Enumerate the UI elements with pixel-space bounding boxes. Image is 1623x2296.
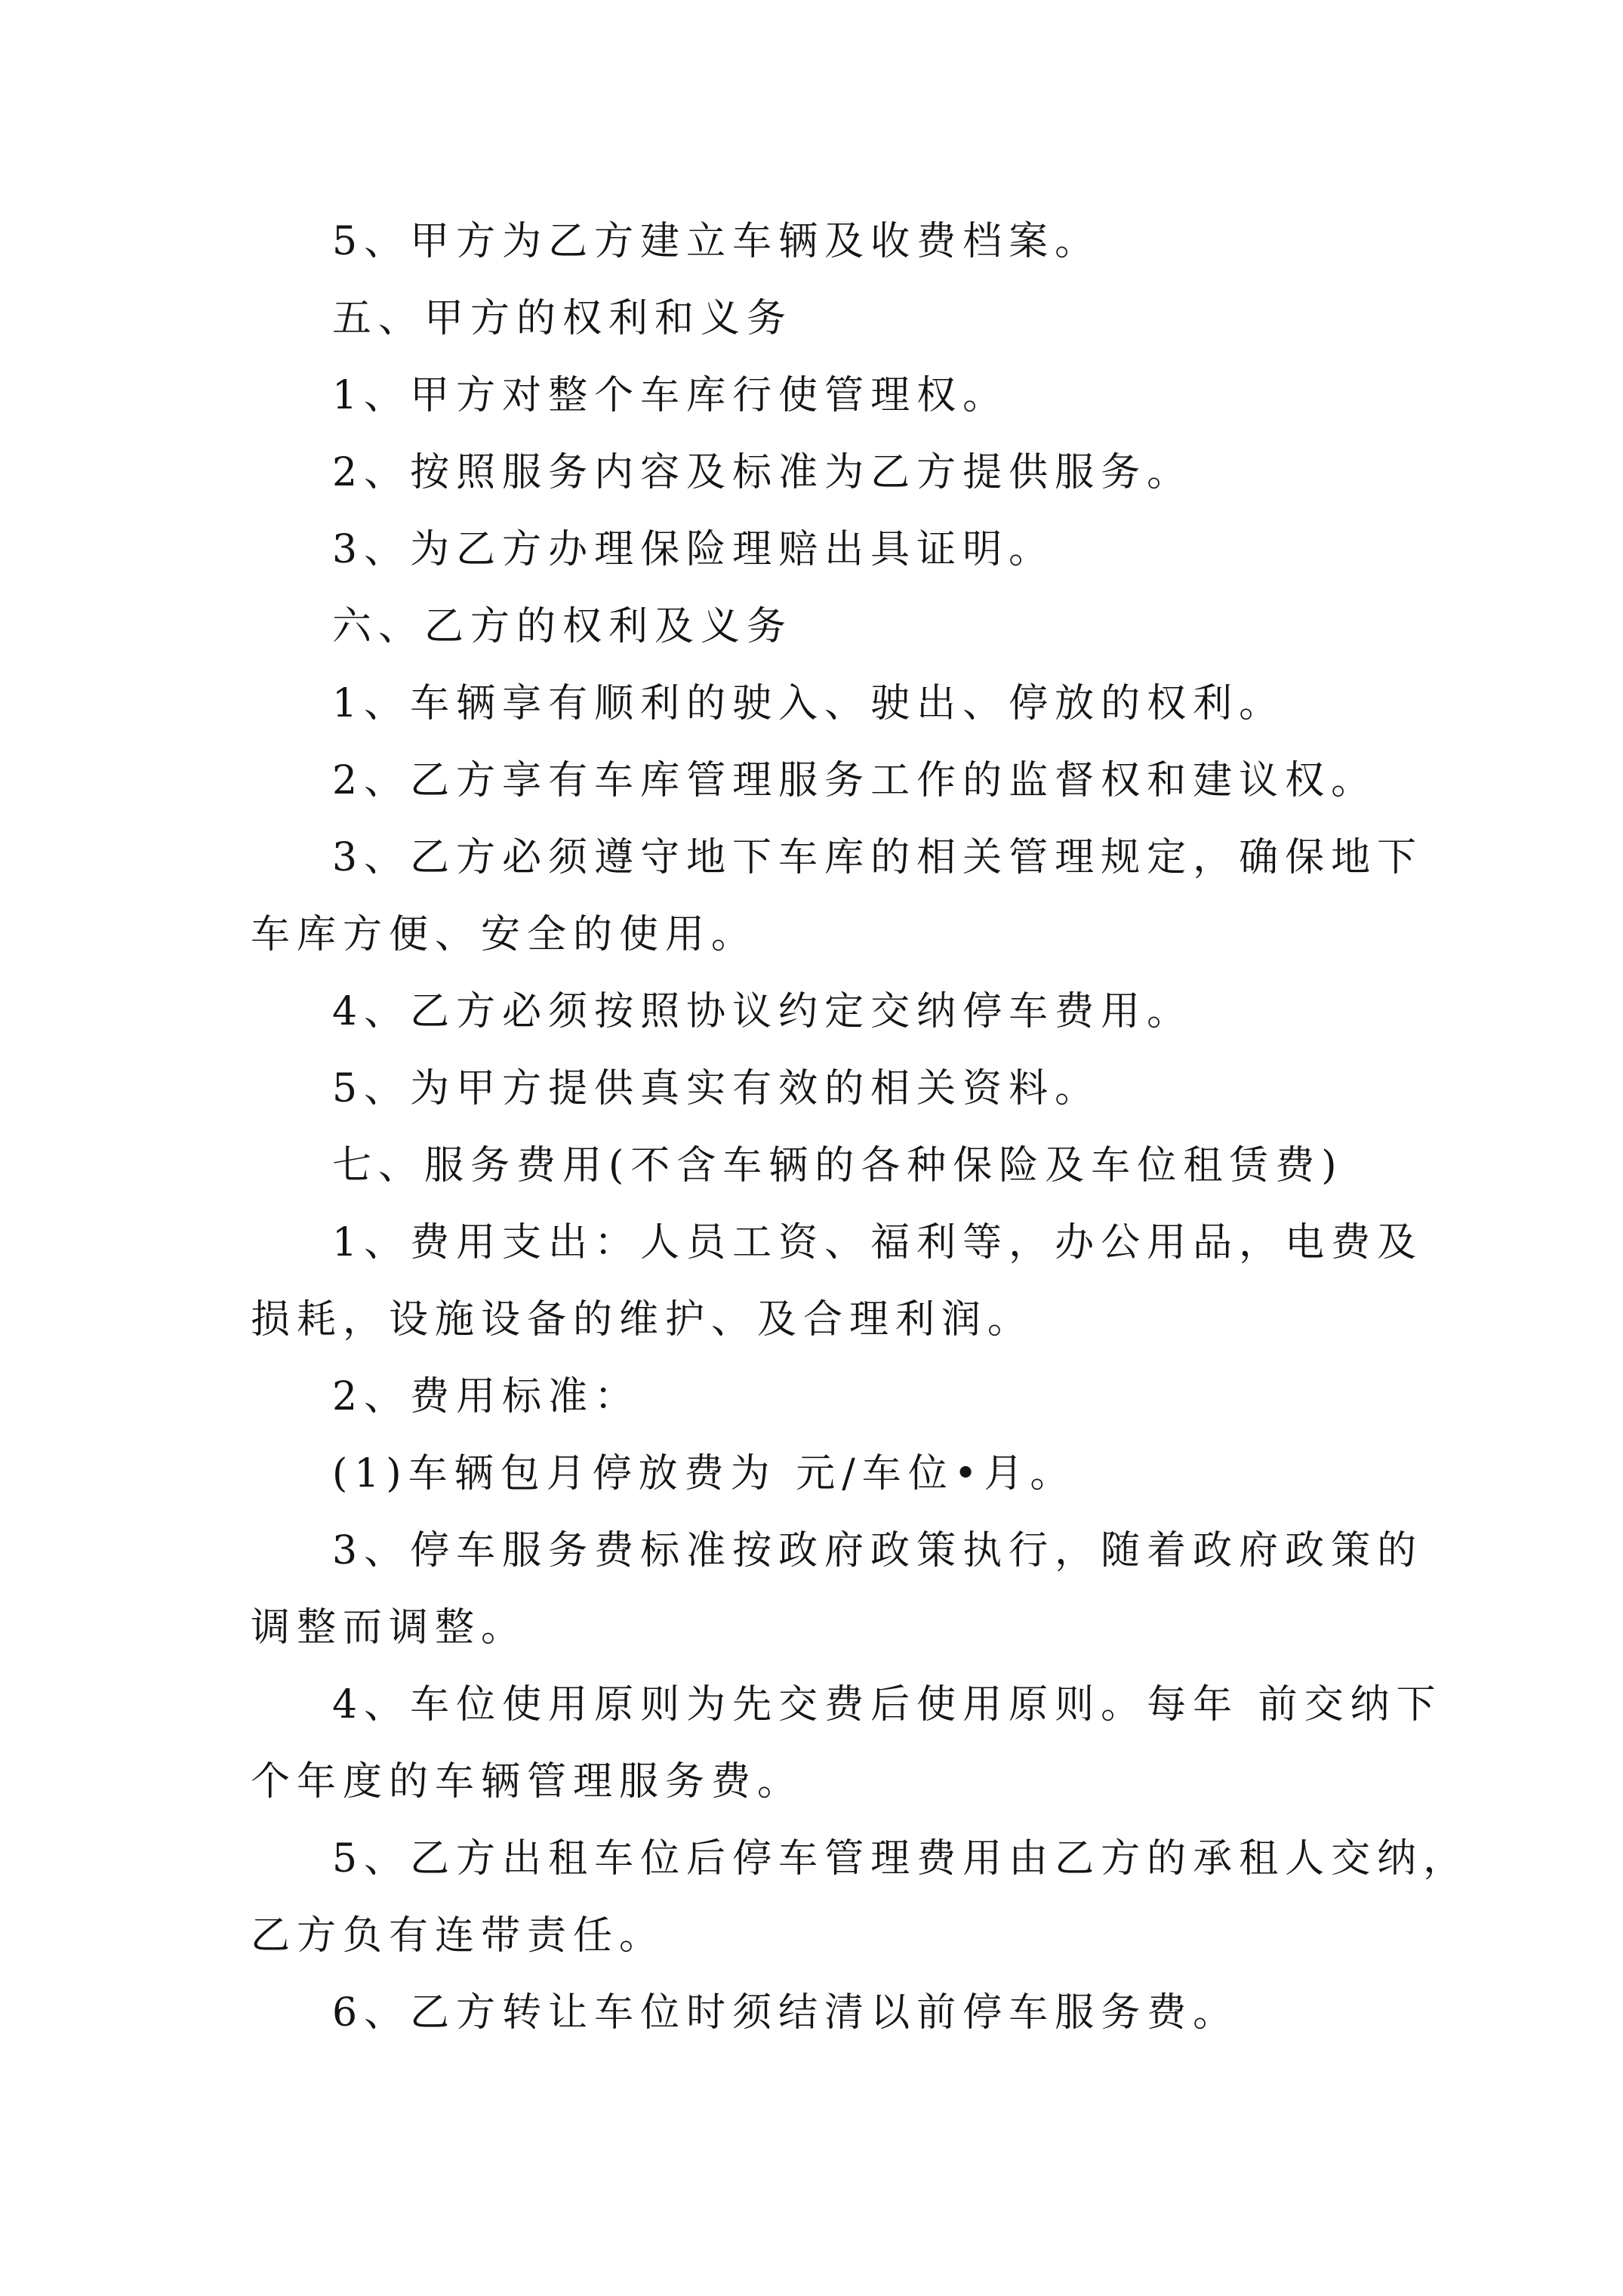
paragraph-line: 调整而调整。 xyxy=(251,1605,528,1650)
paragraph-line: 六、乙方的权利及义务 xyxy=(332,604,793,649)
paragraph-line: 五、甲方的权利和义务 xyxy=(332,296,793,341)
paragraph-line: 损耗，设施设备的维护、及合理利润。 xyxy=(251,1297,1034,1342)
paragraph-line: 乙方负有连带责任。 xyxy=(251,1913,666,1959)
paragraph-line: 1、甲方对整个车库行使管理权。 xyxy=(332,373,1009,418)
paragraph-line: (1)车辆包月停放费为 元/车位•月。 xyxy=(332,1451,1076,1496)
paragraph-line: 七、服务费用(不含车辆的各种保险及车位租赁费) xyxy=(332,1143,1344,1188)
paragraph-line: 2、按照服务内容及标准为乙方提供服务。 xyxy=(332,450,1193,495)
paragraph-line: 5、为甲方提供真实有效的相关资料。 xyxy=(332,1066,1101,1111)
paragraph-line: 4、车位使用原则为先交费后使用原则。每年 前交纳下 xyxy=(332,1682,1443,1727)
paragraph-line: 3、为乙方办理保险理赔出具证明。 xyxy=(332,527,1055,572)
paragraph-line: 4、乙方必须按照协议约定交纳停车费用。 xyxy=(332,989,1193,1034)
paragraph-line: 5、乙方出租车位后停车管理费用由乙方的承租人交纳， xyxy=(332,1836,1470,1881)
paragraph-line: 3、停车服务费标准按政府政策执行，随着政府政策的 xyxy=(332,1528,1424,1573)
paragraph-line: 1、费用支出：人员工资、福利等，办公用品，电费及 xyxy=(332,1220,1424,1265)
paragraph-line: 3、乙方必须遵守地下车库的相关管理规定，确保地下 xyxy=(332,835,1424,880)
paragraph-line: 车库方便、安全的使用。 xyxy=(251,912,758,957)
paragraph-line: 2、乙方享有车库管理服务工作的监督权和建议权。 xyxy=(332,758,1378,803)
paragraph-line: 1、车辆享有顺利的驶入、驶出、停放的权利。 xyxy=(332,681,1286,726)
paragraph-line: 5、甲方为乙方建立车辆及收费档案。 xyxy=(332,219,1101,264)
paragraph-line: 2、费用标准： xyxy=(332,1374,641,1419)
paragraph-line: 6、乙方转让车位时须结清以前停车服务费。 xyxy=(332,1990,1240,2036)
paragraph-line: 个年度的车辆管理服务费。 xyxy=(251,1759,804,1804)
